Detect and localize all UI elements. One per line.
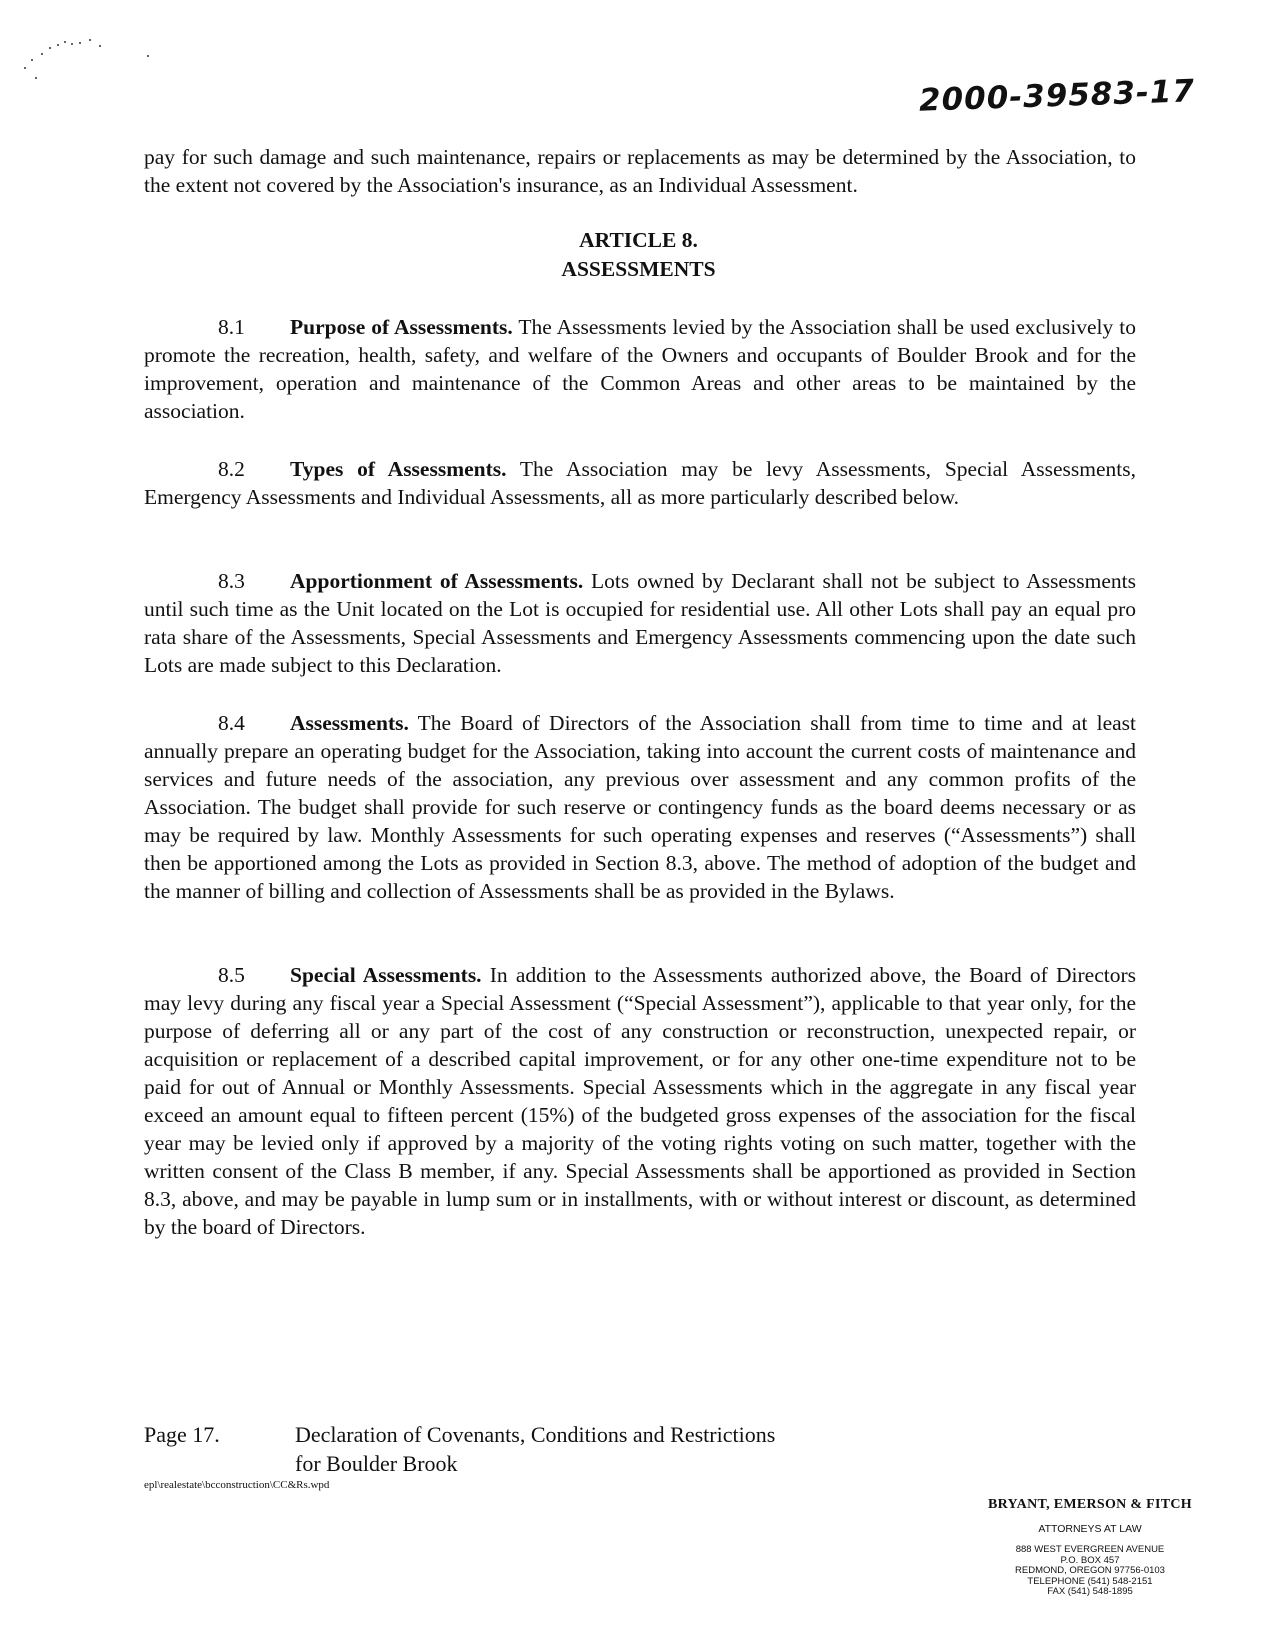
section-text: In addition to the Assessments authorized above, the Board of Directors may levy during any fiscal year a Special Assessment (“Special Assessment”), applicable to that year only, for the purpose of deferring all or any part of the cost of any construction or reconstruction, unexpected repair, or acquisition or replacement of a described capital improvement, or for any other one-time expenditure not to be paid for out of Annual or Monthly Assessments. Special Assessments which in the aggregate in any fiscal year exceed an amount equal to fifteen percent (15%) of the budgeted gross expenses of the association for the fiscal year may be levied only if approved by a majority of the voting rights voting on such matter, together with the written consent of the Class B member, if any. Special Assessments shall be apportioned as provided in Section 8.3, above, and may be payable in lump sum or in installments, with or without interest or discount, as determined by the board of Directors. [144,963,1136,1239]
intro-text: pay for such damage and such maintenance, repairs or replacements as may be determined by the Association, to the extent not covered by the Association's insurance, as an Individual Assessment. [144,145,1136,197]
address-line: P.O. BOX 457 [1060,1554,1120,1566]
section-8-3 [144,567,1136,679]
file-path: epl\realestate\bcconstruction\CC&Rs.wpd [144,1479,330,1491]
firm-address [940,1545,1240,1598]
telephone: TELEPHONE (541) 548-2151 [1027,1575,1153,1587]
section-number: 8.5 [218,963,245,987]
section-title: Types of Assessments. [290,457,507,481]
section-number: 8.4 [218,711,245,735]
section-number: 8.3 [218,569,245,593]
scan-specks [20,28,160,88]
section-title: Purpose of Assessments. [290,315,513,339]
footer-page-label: Page 17. [144,1422,220,1447]
firm-subtitle: ATTORNEYS AT LAW [1038,1523,1142,1535]
footer-title-line1: Declaration of Covenants, Conditions and Restrictions [295,1422,776,1447]
section-text: The Assessments levied by the Association shall be used exclusively to promote the recreation, health, safety, and welfare of the Owners and occupants of Boulder Brook and for the improvement, operation and maintenance of the Common Areas and other areas to be maintained by the association. [144,315,1136,423]
section-text: The Association may be levy Assessments, Special Assessments, Emergency Assessments and Individual Assessments, all as more particularly described below. [144,457,1136,509]
article-label: ARTICLE 8. [579,228,698,252]
section-8-2 [144,455,1136,511]
section-number: 8.2 [218,457,245,481]
intro-paragraph [144,143,1136,199]
section-title: Assessments. [290,711,409,735]
law-firm-block [940,1497,1240,1598]
address-line: REDMOND, OREGON 97756-0103 [1015,1565,1165,1576]
address-line: 888 WEST EVERGREEN AVENUE [1015,1544,1165,1555]
section-8-1 [144,313,1136,425]
fax: FAX (541) 548-1895 [1047,1586,1133,1597]
footer-title [295,1420,915,1478]
footer-title-line2: for Boulder Brook [295,1451,458,1476]
article-title: ASSESSMENTS [561,257,716,281]
section-text: The Board of Directors of the Association shall from time to time and at least annually prepare an operating budget for the Association, taking into account the current costs of maintenance and services and future needs of the association, any previous over assessment and any common profits of the Association. The budget shall provide for such reserve or contingency funds as the board deems necessary or as may be required by law. Monthly Assessments for such operating expenses and reserves (“Assessments”) shall then be apportioned among the Lots as provided in Section 8.3, above. The method of adoption of the budget and the manner of billing and collection of Assessments shall be as provided in the Bylaws. [144,711,1136,903]
section-8-5 [144,961,1136,1241]
section-8-4 [144,709,1136,905]
section-title: Apportionment of Assessments. [290,569,584,593]
section-text: Lots owned by Declarant shall not be subject to Assessments until such time as the Unit located on the Lot is occupied for residential use. All other Lots shall pay an equal pro rata share of the Assessments, Special Assessments and Emergency Assessments commencing upon the date such Lots are made subject to this Declaration. [144,569,1136,677]
document-number: 2000-39583-17 [918,73,1196,119]
section-title: Special Assessments. [290,963,482,987]
firm-name: BRYANT, EMERSON & FITCH [988,1497,1192,1512]
section-number: 8.1 [218,315,245,339]
